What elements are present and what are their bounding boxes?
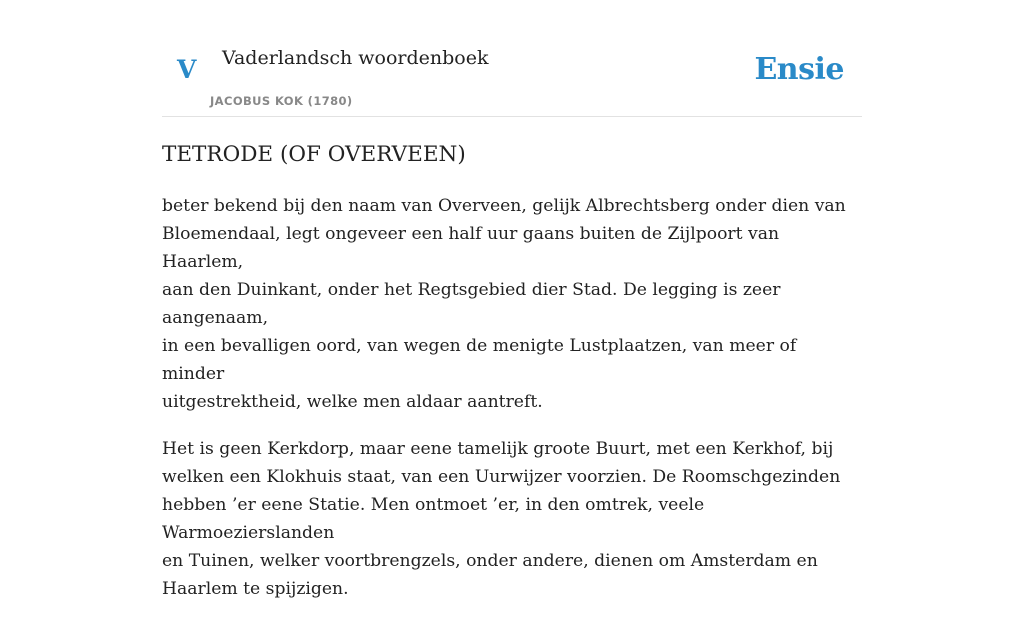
text-line: in een bevalligen oord, van wegen de menigte Lustplaatzen, van meer of minder: [162, 336, 797, 384]
text-line: aan den Duinkant, onder het Regtsgebied dier Stad. De legging is zeer aangenaam,: [162, 280, 781, 328]
entry-paragraph: [162, 192, 862, 416]
entry-title: TETRODE (OF OVERVEEN): [162, 142, 466, 167]
ensie-logo-link[interactable]: Ensie: [754, 52, 844, 87]
text-line: welken een Klokhuis staat, van een Uurwijzer voorzien. De Roomschgezinden: [162, 467, 841, 487]
text-line: Haarlem te spijzigen.: [162, 579, 349, 599]
book-author: JACOBUS KOK (1780): [210, 94, 353, 108]
text-line: en Tuinen, welker voortbrengzels, onder andere, dienen om Amsterdam en: [162, 551, 818, 571]
page: [162, 0, 862, 599]
text-line: hebben ’er eene Statie. Men ontmoet ’er, in den omtrek, veele Warmoezierslanden: [162, 495, 705, 543]
text-line: Het is geen Kerkdorp, maar eene tamelijk groote Buurt, met een Kerkhof, bij: [162, 439, 834, 459]
text-line: uitgestrektheid, welke men aldaar aantreft.: [162, 392, 543, 412]
entry-paragraph: [162, 435, 862, 603]
text-line: Bloemendaal, legt ongeveer een half uur gaans buiten de Zijlpoort van Haarlem,: [162, 224, 780, 272]
entry-body: [162, 192, 862, 622]
book-title-link[interactable]: Vaderlandsch woordenboek: [222, 47, 489, 69]
text-line: beter bekend bij den naam van Overveen, gelijk Albrechtsberg onder dien van: [162, 196, 846, 216]
book-letter-logo[interactable]: V: [177, 55, 197, 84]
book-header: [162, 0, 862, 117]
